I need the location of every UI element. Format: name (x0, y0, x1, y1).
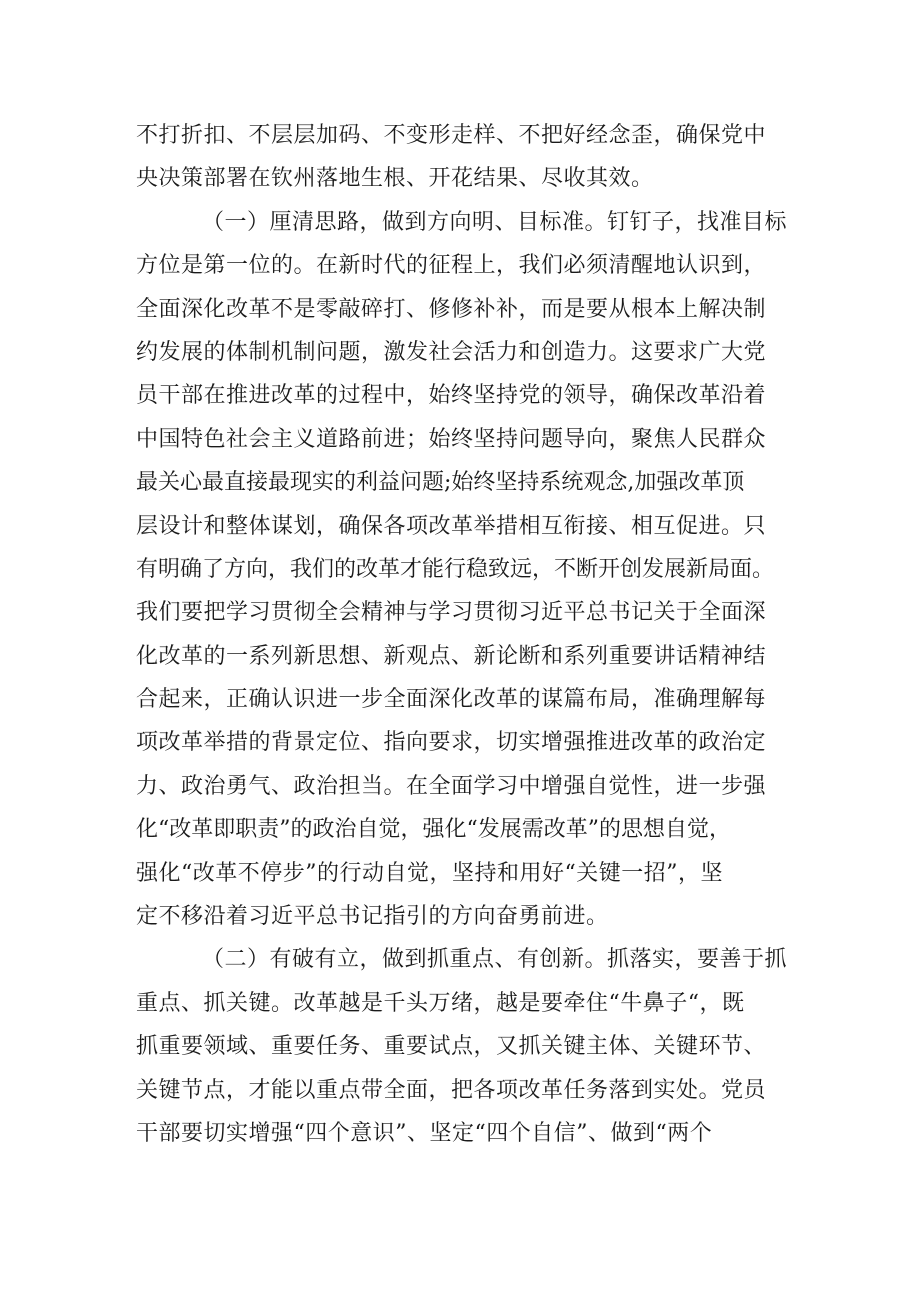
text-line: 重点、抓关键。改革越是千头万绪，越是要牵住“牛鼻子“，既 (136, 990, 745, 1016)
text-line: 定不移沿着习近平总书记指引的方向奋勇前进。 (136, 904, 609, 930)
text-line: 抓重要领域、重要任务、重要试点，又抓关键主体、关键环节、 (136, 1034, 767, 1060)
text-line: 中国特色社会主义道路前进；始终坚持问题导向，聚焦人民群众 (136, 426, 767, 452)
text-line: 不打折扣、不层层加码、不变形走样、不把好经念歪，确保党中 (136, 123, 767, 148)
text-line: 化“改革即职责”的政治自觉，强化“发展需改革”的思想自觉， (136, 817, 731, 843)
text-line: 层设计和整体谋划，确保各项改革举措相互衔接、相互促进。只 (136, 513, 767, 539)
text-line: 项改革举措的背景定位、指向要求，切实增强推进改革的政治定 (136, 730, 767, 756)
text-line: 关键节点，才能以重点带全面，把各项改革任务落到实处。党员 (136, 1077, 767, 1103)
text-line: 干部要切实增强“四个意识”、坚定“四个自信”、做到“两个 (136, 1120, 713, 1146)
text-line: 约发展的体制机制问题，激发社会活力和创造力。这要求广大党 (136, 339, 767, 365)
body-text (136, 114, 796, 1155)
section-heading-1: （一）厘清思路，做到方向明、目标准。钉钉子，找准目标 (202, 209, 788, 235)
text-line: 全面深化改革不是零敲碎打、修修补补，而是要从根本上解决制 (136, 296, 767, 322)
text-line: 最关心最直接最现实的利益问题;始终坚持系统观念,加强改革顶 (136, 470, 745, 496)
text-line: 我们要把学习贯彻全会精神与学习贯彻习近平总书记关于全面深 (136, 600, 767, 626)
text-line: 央决策部署在钦州落地生根、开花结果、尽收其效。 (136, 166, 654, 192)
text-line: 强化“改革不停步”的行动自觉，坚持和用好“关键一招”，坚 (136, 860, 723, 886)
text-line: 员干部在推进改革的过程中，始终坚持党的领导，确保改革沿着 (136, 383, 767, 409)
text-line: 方位是第一位的。在新时代的征程上，我们必须清醒地认识到， (136, 253, 767, 279)
text-line: 有明确了方向，我们的改革才能行稳致远，不断开创发展新局面。 (136, 556, 775, 582)
section-heading-2: （二）有破有立，做到抓重点、有创新。抓落实，要善于抓 (202, 947, 788, 973)
text-line: 合起来，正确认识进一步全面深化改革的谋篇布局，准确理解每 (136, 687, 767, 713)
text-line: 力、政治勇气、政治担当。在全面学习中增强自觉性，进一步强 (136, 773, 767, 799)
text-line: 化改革的一系列新思想、新观点、新论断和系列重要讲话精神结 (136, 643, 767, 669)
